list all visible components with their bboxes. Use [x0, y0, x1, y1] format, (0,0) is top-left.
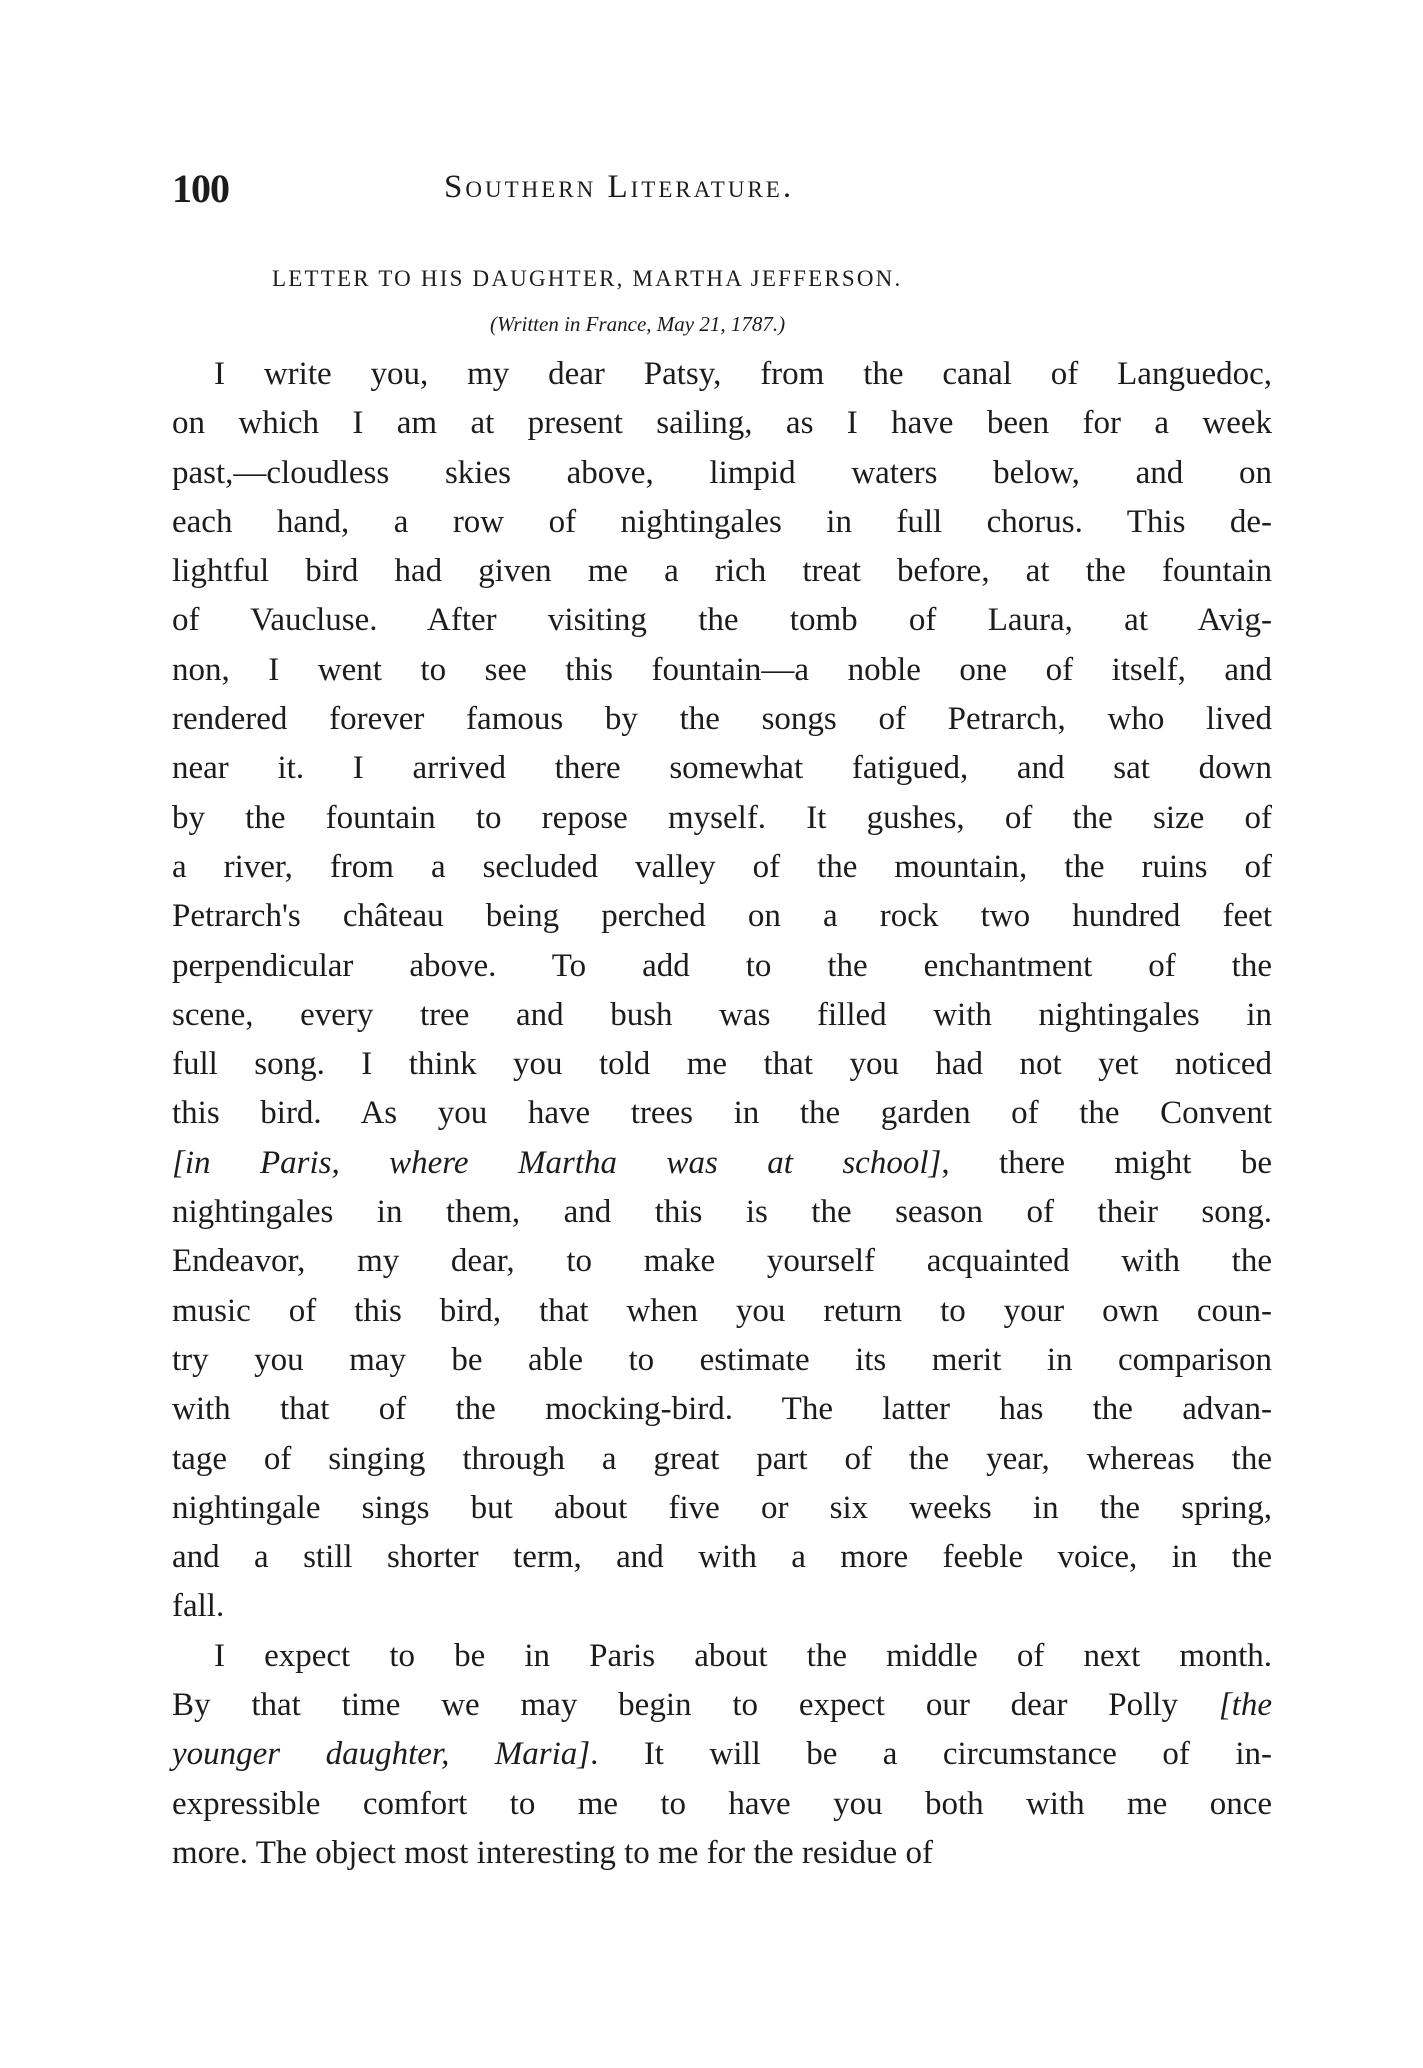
text-line: each hand, a row of nightingales in full chorus. This de- [172, 503, 1272, 540]
text-line: a river, from a secluded valley of the mountain, the ruins of [172, 848, 1272, 885]
text-line: with that of the mocking-bird. The latter has the advan- [172, 1391, 1272, 1428]
text-line: rendered forever famous by the songs of Petrarch, who lived [172, 701, 1272, 738]
text-line: [in Paris, where Martha was at school], there might be [172, 1144, 1273, 1181]
text-line: of Vaucluse. After visiting the tomb of Laura, at Avig- [172, 602, 1272, 639]
text-line: near it. I arrived there somewhat fatigued, and sat down [172, 750, 1272, 787]
text-line: I expect to be in Paris about the middle of next month. [214, 1637, 1272, 1674]
paragraph-1 [172, 350, 1272, 1632]
text-line: I write you, my dear Patsy, from the canal of Languedoc, [214, 356, 1272, 392]
text-line: fall. [172, 1588, 225, 1625]
text-line: By that time we may begin to expect our dear Polly [the [172, 1687, 1272, 1724]
text-line: non, I went to see this fountain—a noble one of itself, and [172, 651, 1272, 688]
letter-title: LETTER TO HIS DAUGHTER, MARTHA JEFFERSON. [272, 266, 903, 291]
page-number: 100 [172, 166, 229, 211]
text-line: perpendicular above. To add to the enchantment of the [172, 947, 1272, 984]
text-line: Petrarch's château being perched on a rock two hundred feet [172, 898, 1272, 935]
text-line: and a still shorter term, and with a more feeble voice, in the [172, 1539, 1272, 1576]
text-line: tage of singing through a great part of the year, whereas the [172, 1440, 1272, 1477]
text-line: by the fountain to repose myself. It gushes, of the size of [172, 799, 1272, 836]
text-line: younger daughter, Maria]. It will be a circumstance of in- [172, 1736, 1272, 1773]
text-line: on which I am at present sailing, as I have been for a week [172, 405, 1272, 442]
text-line: full song. I think you told me that you had not yet noticed [172, 1046, 1272, 1083]
text-line: music of this bird, that when you return to your own coun- [172, 1292, 1272, 1329]
text-line: Endeavor, my dear, to make yourself acquainted with the [172, 1243, 1272, 1280]
text-line: expressible comfort to me to have you both with me once [172, 1785, 1272, 1822]
text-line: scene, every tree and bush was filled with nightingales in [172, 996, 1272, 1033]
running-title: Southern Literature. [444, 169, 795, 205]
paragraph-2 [172, 1632, 1272, 1878]
text-line: more. The object most interesting to me for the residue of [172, 1834, 933, 1871]
text-line: nightingale sings but about five or six weeks in the spring, [172, 1489, 1272, 1526]
text-line: nightingales in them, and this is the season of their song. [172, 1194, 1272, 1231]
letter-body [172, 350, 1272, 1878]
text-line: lightful bird had given me a rich treat before, at the fountain [172, 553, 1272, 590]
running-head [172, 165, 1272, 225]
text-line: past,—cloudless skies above, limpid waters below, and on [172, 454, 1272, 491]
letter-dateline: (Written in France, May 21, 1787.) [490, 312, 786, 336]
text-line: this bird. As you have trees in the garden of the Convent [172, 1095, 1272, 1132]
text-line: try you may be able to estimate its merit in comparison [172, 1341, 1272, 1378]
